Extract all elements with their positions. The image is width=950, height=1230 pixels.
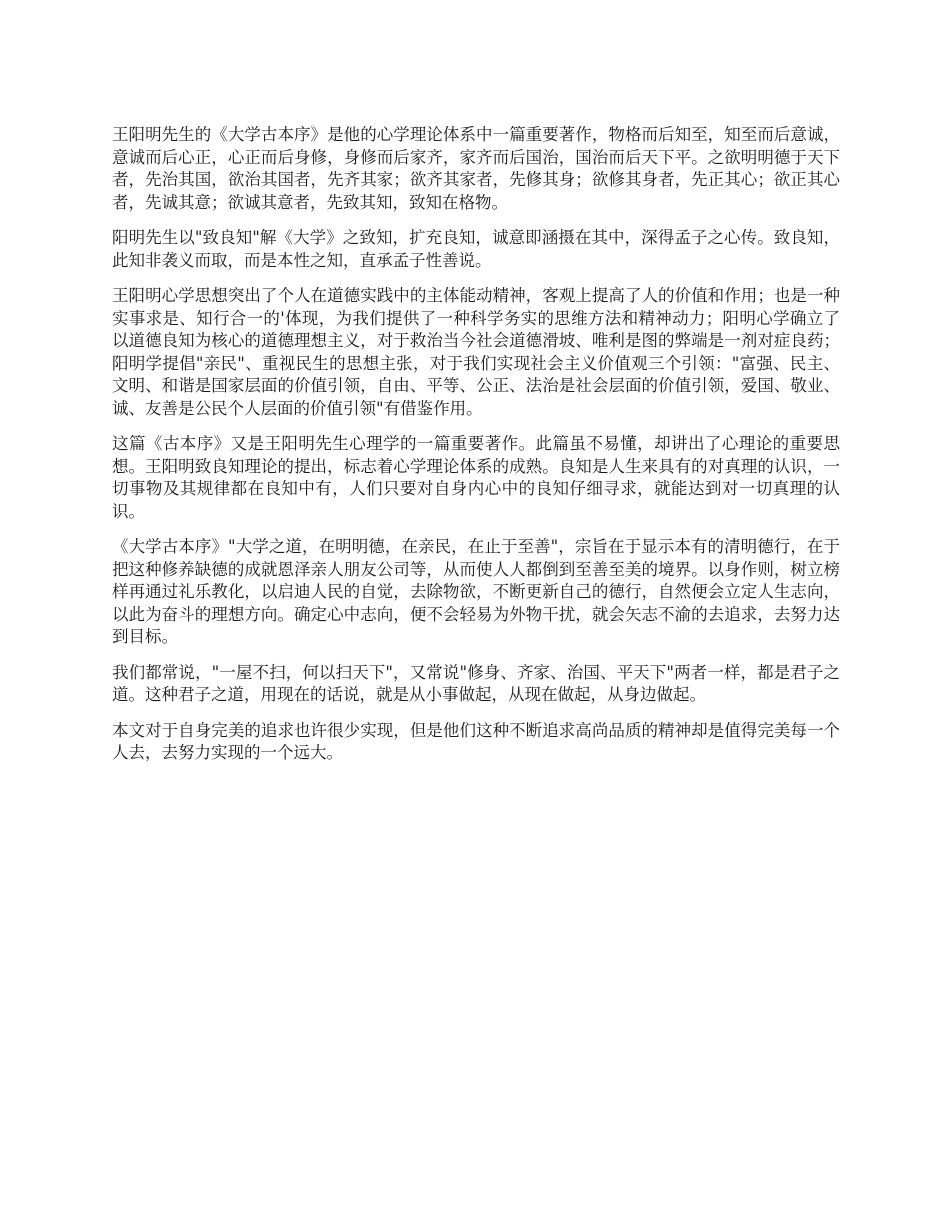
paragraph-1: 王阳明先生的《大学古本序》是他的心学理论体系中一篇重要著作，物格而后知至，知至而后意诚，意诚而后心正，心正而后身修，身修而后家齐，家齐而后国治，国治而后天下平。之欲明明德于天下者，先治其国，欲治其国者，先齐其家；欲齐其家者，先修其身；欲修其身者，先正其心；欲正其心者，先诚其意；欲诚其意者，先致其知，致知在格物。 <box>112 125 840 212</box>
paragraph-6: 我们都常说，"一屋不扫，何以扫天下"，又常说"修身、齐家、治国、平天下"两者一样，都是君子之道。这种君子之道，用现在的话说，就是从小事做起，从现在做起，从身边做起。 <box>112 662 840 704</box>
paragraph-4: 这篇《古本序》又是王阳明先生心理学的一篇重要著作。此篇虽不易懂，却讲出了心理论的重要思想。王阳明致良知理论的提出，标志着心学理论体系的成熟。良知是人生来具有的对真理的认识，一切事物及其规律都在良知中有，人们只要对自身内心中的良知仔细寻求，就能达到对一切真理的认识。 <box>112 434 840 521</box>
paragraph-3: 王阳明心学思想突出了个人在道德实践中的主体能动精神，客观上提高了人的价值和作用；也是一种实事求是、知行合一的'体现，为我们提供了一种科学务实的思维方法和精神动力；阳明心学确立了以道德良知为核心的道德理想主义，对于救治当今社会道德滑坡、唯利是图的弊端是一剂对症良药；阳明学提倡"亲民"、重视民生的思想主张，对于我们实现社会主义价值观三个引领："富强、民主、文明、和谐是国家层面的价值引领，自由、平等、公正、法治是社会层面的价值引领，爱国、敬业、诚、友善是公民个人层面的价值引领"有借鉴作用。 <box>112 286 840 418</box>
document-body <box>112 124 840 778</box>
paragraph-7: 本文对于自身完美的追求也许很少实现，但是他们这种不断追求高尚品质的精神却是值得完美每一个人去，去努力实现的一个远大。 <box>112 720 840 762</box>
paragraph-2: 阳明先生以"致良知"解《大学》之致知，扩充良知，诚意即涵摄在其中，深得孟子之心传。致良知，此知非袭义而取，而是本性之知，直承孟子性善说。 <box>112 228 840 270</box>
paragraph-5: 《大学古本序》"大学之道，在明明德，在亲民，在止于至善"，宗旨在于显示本有的清明德行，在于把这种修养缺德的成就恩泽亲人朋友公司等，从而使人人都倒到至善至美的境界。以身作则，树立榜样再通过礼乐教化，以启迪人民的自觉，去除物欲，不断更新自己的德行，自然便会立定人生志向，以此为奋斗的理想方向。确定心中志向，便不会轻易为外物干扰，就会矢志不渝的去追求，去努力达到目标。 <box>112 537 840 646</box>
